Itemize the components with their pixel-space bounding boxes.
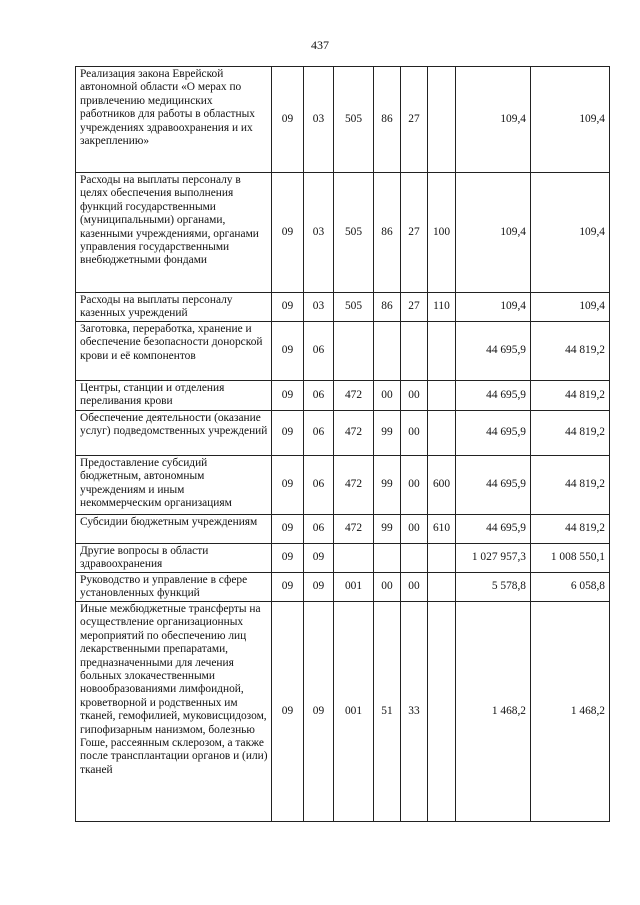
amount-year-2: 109,4 [531,67,610,173]
expense-type-code: 610 [428,515,456,544]
target-article-code-3: 00 [401,573,428,602]
row-name: Обеспечение деятельности (оказание услуг) подведомственных учреждений [76,411,272,456]
section-code: 09 [272,67,304,173]
subsection-code: 09 [304,573,334,602]
target-article-code-2 [374,544,401,573]
section-code: 09 [272,456,304,515]
table-row [76,602,610,822]
target-article-code-3: 27 [401,67,428,173]
table-body [76,67,610,822]
subsection-code: 06 [304,456,334,515]
target-article-code-3: 27 [401,173,428,293]
target-article-code-2: 00 [374,573,401,602]
amount-year-2: 44 819,2 [531,322,610,381]
table-row [76,411,610,456]
row-name: Центры, станции и отделения переливания крови [76,381,272,411]
section-code: 09 [272,573,304,602]
amount-year-2: 1 008 550,1 [531,544,610,573]
amount-year-2: 1 468,2 [531,602,610,822]
row-name: Иные межбюджетные трансферты на осуществление организационных мероприятий по обеспечению лиц лекарственными препаратами, предназначенными для лечения больных злокачественными новообразованиями лимфоидной, кроветворной и родственных им тканей, гемофилией, муковисцидозом, гипофизарным нанизмом, болезнью Гоше, рассеянным склерозом, а также после трансплантации органов и (или) тканей [76,602,272,822]
target-article-code-2: 86 [374,173,401,293]
target-article-code-3: 27 [401,293,428,322]
table-row [76,293,610,322]
amount-year-2: 109,4 [531,173,610,293]
subsection-code: 03 [304,173,334,293]
amount-year-1: 44 695,9 [456,456,531,515]
target-article-code-1: 505 [334,293,374,322]
row-name: Расходы на выплаты персоналу в целях обеспечения выполнения функций государственными (муниципальными) органами, казенными учреждениями, органами управления государственными внебюджетными фондами [76,173,272,293]
row-name: Реализация закона Еврейской автономной области «О мерах по привлечению медицинских работников для работы в областных учреждениях здравоохранения и их закреплению» [76,67,272,173]
row-name: Руководство и управление в сфере установленных функций [76,573,272,602]
expense-type-code [428,544,456,573]
table-row [76,515,610,544]
target-article-code-3: 00 [401,515,428,544]
target-article-code-1 [334,544,374,573]
target-article-code-1: 001 [334,602,374,822]
section-code: 09 [272,544,304,573]
target-article-code-3: 00 [401,381,428,411]
subsection-code: 09 [304,602,334,822]
target-article-code-2: 51 [374,602,401,822]
target-article-code-2 [374,322,401,381]
row-name: Заготовка, переработка, хранение и обеспечение безопасности донорской крови и её компонентов [76,322,272,381]
target-article-code-2: 86 [374,293,401,322]
expense-type-code [428,602,456,822]
amount-year-2: 44 819,2 [531,411,610,456]
amount-year-1: 109,4 [456,173,531,293]
amount-year-2: 109,4 [531,293,610,322]
target-article-code-3: 00 [401,411,428,456]
expense-type-code: 100 [428,173,456,293]
expense-type-code [428,411,456,456]
subsection-code: 06 [304,381,334,411]
subsection-code: 06 [304,322,334,381]
subsection-code: 06 [304,515,334,544]
table-row [76,381,610,411]
section-code: 09 [272,173,304,293]
target-article-code-1: 505 [334,67,374,173]
row-name: Субсидии бюджетным учреждениям [76,515,272,544]
target-article-code-3 [401,544,428,573]
row-name: Другие вопросы в области здравоохранения [76,544,272,573]
amount-year-1: 44 695,9 [456,515,531,544]
amount-year-1: 1 027 957,3 [456,544,531,573]
section-code: 09 [272,411,304,456]
target-article-code-2: 99 [374,456,401,515]
section-code: 09 [272,322,304,381]
amount-year-1: 109,4 [456,293,531,322]
table-row [76,173,610,293]
amount-year-2: 44 819,2 [531,381,610,411]
section-code: 09 [272,602,304,822]
expense-type-code: 110 [428,293,456,322]
target-article-code-2: 99 [374,515,401,544]
expense-type-code [428,67,456,173]
amount-year-1: 44 695,9 [456,411,531,456]
amount-year-1: 44 695,9 [456,381,531,411]
budget-table [75,66,610,822]
expense-type-code [428,573,456,602]
table-row [76,322,610,381]
amount-year-2: 44 819,2 [531,456,610,515]
table-row [76,544,610,573]
target-article-code-2: 99 [374,411,401,456]
target-article-code-3: 00 [401,456,428,515]
subsection-code: 06 [304,411,334,456]
subsection-code: 03 [304,293,334,322]
target-article-code-1: 472 [334,381,374,411]
row-name: Предоставление субсидий бюджетным, автономным учреждениям и иным некоммерческим организациям [76,456,272,515]
target-article-code-2: 86 [374,67,401,173]
target-article-code-1: 505 [334,173,374,293]
target-article-code-3 [401,322,428,381]
target-article-code-1: 472 [334,411,374,456]
table-row [76,67,610,173]
amount-year-1: 1 468,2 [456,602,531,822]
target-article-code-1: 472 [334,515,374,544]
expense-type-code [428,322,456,381]
section-code: 09 [272,293,304,322]
table-row [76,456,610,515]
amount-year-2: 44 819,2 [531,515,610,544]
target-article-code-1 [334,322,374,381]
target-article-code-1: 472 [334,456,374,515]
amount-year-1: 109,4 [456,67,531,173]
page-number: 437 [311,38,329,52]
row-name: Расходы на выплаты персоналу казенных учреждений [76,293,272,322]
section-code: 09 [272,381,304,411]
table-row [76,573,610,602]
amount-year-1: 5 578,8 [456,573,531,602]
target-article-code-2: 00 [374,381,401,411]
subsection-code: 03 [304,67,334,173]
amount-year-2: 6 058,8 [531,573,610,602]
target-article-code-3: 33 [401,602,428,822]
expense-type-code [428,381,456,411]
section-code: 09 [272,515,304,544]
expense-type-code: 600 [428,456,456,515]
target-article-code-1: 001 [334,573,374,602]
amount-year-1: 44 695,9 [456,322,531,381]
subsection-code: 09 [304,544,334,573]
